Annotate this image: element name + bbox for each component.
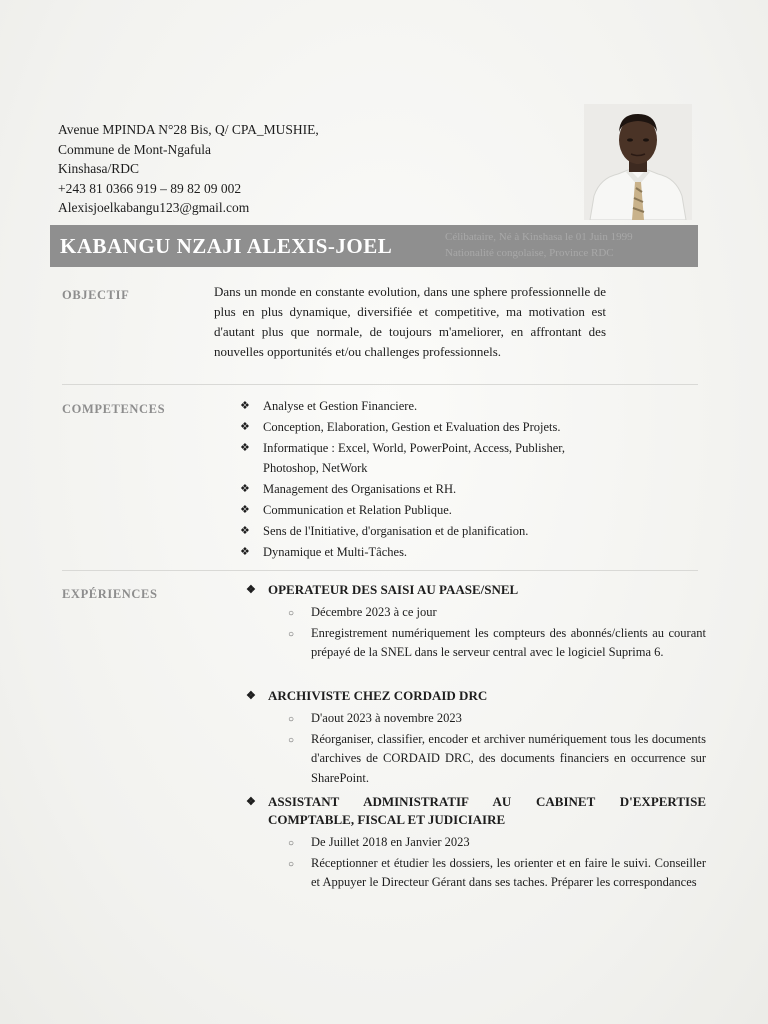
experience-item	[246, 581, 706, 664]
skill-item: ❖ Informatique : Excel, World, PowerPoint, Access, Publisher, Photoshop, NetWork	[240, 438, 620, 478]
experience-period: ○ Décembre 2023 à ce jour	[246, 603, 706, 623]
diamond-bullet-icon: ❖	[240, 546, 250, 558]
circle-bullet-icon: ○	[288, 628, 295, 640]
diamond-bullet-icon: ❖	[240, 442, 250, 454]
skills-heading: COMPETENCES	[62, 402, 166, 416]
skill-item: ❖ Conception, Elaboration, Gestion et Evaluation des Projets.	[240, 417, 620, 437]
contact-block	[58, 120, 319, 218]
circle-bullet-icon: ○	[288, 714, 295, 725]
experience-item	[246, 793, 706, 894]
experience-description: ○ Réceptionner et étudier les dossiers, les orienter et en faire le suivi. Conseiller et Appuyer le Directeur Gérant dans ses taches. Préparer les correspondances	[288, 855, 706, 889]
circle-bullet-icon: ○	[288, 734, 295, 746]
circle-bullet-icon: ○	[288, 608, 295, 619]
diamond-bullet-icon: ❖	[240, 525, 250, 537]
diamond-bullet-icon: ❖	[240, 504, 250, 516]
address-line-1: Avenue MPINDA N°28 Bis, Q/ CPA_MUSHIE,	[58, 122, 319, 137]
skill-item: ❖ Dynamique et Multi-Tâches.	[240, 542, 620, 562]
experience-title: ❖ ARCHIVISTE CHEZ CORDAID DRC	[246, 688, 488, 703]
diamond-bullet-icon: ❖	[246, 796, 256, 808]
profile-photo	[584, 104, 692, 220]
objective-text: Dans un monde en constante evolution, dans une sphere professionnelle de plus en plus dynamique, diversifiée et competitive, ma motivation est d'autant plus que normale, de toujours m'ameliorer, en affrontant des nouvelles opportunités et/ou challenges professionnels.	[214, 284, 606, 359]
section-divider	[62, 384, 698, 385]
full-name: KABANGU NZAJI ALEXIS-JOEL	[60, 234, 393, 258]
city: Kinshasa/RDC	[58, 161, 139, 176]
diamond-bullet-icon: ❖	[240, 421, 250, 433]
profile-photo-image	[584, 104, 692, 220]
skill-item: ❖ Communication et Relation Publique.	[240, 500, 620, 520]
email: Alexisjoelkabangu123@gmail.com	[58, 200, 250, 215]
circle-bullet-icon: ○	[288, 858, 295, 870]
experience-title: ❖ OPERATEUR DES SAISI AU PAASE/SNEL	[246, 582, 519, 597]
experience-period: ○ De Juillet 2018 en Janvier 2023	[246, 833, 706, 853]
circle-bullet-icon: ○	[288, 838, 295, 849]
experience-heading: EXPÉRIENCES	[62, 587, 158, 601]
name-banner	[50, 225, 698, 267]
experience-description: ○ Enregistrement numériquement les compteurs des abonnés/clients au courant prépayé de la SNEL dans le serveur central avec le logiciel Suprima 6.	[288, 625, 706, 659]
diamond-bullet-icon: ❖	[240, 400, 250, 412]
experience-description: ○ Réorganiser, classifier, encoder et archiver numériquement tous les documents d'archives de CORDAID DRC, des documents financiers en occurrence sur SharePoint.	[288, 731, 706, 785]
experience-title: ❖ ASSISTANT ADMINISTRATIF AU CABINET D'EXPERTISE COMPTABLE, FISCAL ET JUDICIAIRE	[246, 794, 706, 827]
experience-period: ○ D'aout 2023 à novembre 2023	[246, 709, 706, 729]
section-divider	[62, 570, 698, 571]
objective-heading: OBJECTIF	[62, 288, 130, 302]
faint-info-line-2: Nationalité congolaise, Province RDC	[445, 247, 614, 259]
address-line-2: Commune de Mont-Ngafula	[58, 141, 211, 157]
skill-item: ❖ Analyse et Gestion Financiere.	[240, 396, 620, 416]
diamond-bullet-icon: ❖	[240, 483, 250, 495]
phone: +243 81 0366 919 – 89 82 09 002	[58, 180, 242, 196]
faint-info-line-1: Célibataire, Né à Kinshasa le 01 Juin 1999	[445, 231, 633, 243]
diamond-bullet-icon: ❖	[246, 690, 256, 702]
skills-list	[240, 396, 620, 563]
experience-item	[246, 687, 706, 789]
skill-item: ❖ Management des Organisations et RH.	[240, 479, 620, 499]
diamond-bullet-icon: ❖	[246, 584, 256, 596]
skill-item: ❖ Sens de l'Initiative, d'organisation et de planification.	[240, 521, 620, 541]
